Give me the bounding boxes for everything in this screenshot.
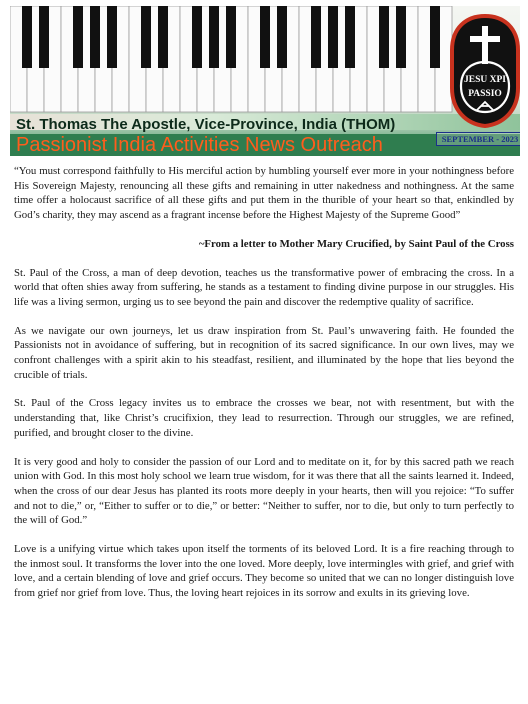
black-piano-key [311, 6, 321, 68]
black-piano-key [192, 6, 202, 68]
black-piano-key [430, 6, 440, 68]
quote-attribution: ~From a letter to Mother Mary Crucified, by Saint Paul of the Cross [198, 237, 514, 250]
newsletter-headline: Passionist India Activities News Outreach [16, 134, 383, 156]
issue-date: SEPTEMBER - 2023 [436, 132, 520, 146]
black-piano-key [328, 6, 338, 68]
black-piano-key [90, 6, 100, 68]
black-piano-key [107, 6, 117, 68]
vice-province-title: St. Thomas The Apostle, Vice-Province, India (THOM) [16, 116, 396, 133]
emblem-text-top: JESU XPI [464, 75, 506, 85]
black-piano-key [141, 6, 151, 68]
black-piano-key [73, 6, 83, 68]
opening-quote: “You must correspond faithfully to His merciful action by humbling yourself ever more in your nothingness before His Sovereign Majesty, renouncing all these gifts and remaining in utter nakedness and nothingness. At the same time offer a holocaust sacrifice of all these gifts and put them in the thurible of your heart so that, enkindled by God’s charity, they may ascend as a fragrant incense before the Highest Majesty of the Supreme Good” [14, 165, 514, 222]
black-piano-key [158, 6, 168, 68]
newsletter-banner [10, 6, 520, 156]
black-piano-key [22, 6, 32, 68]
black-piano-key [226, 6, 236, 68]
paragraph: Love is a unifying virtue which takes upon itself the torments of its beloved Lord. It is a fire reaching through to the inmost soul. It transforms the lover into the one loved. More deeply, love intermingles with grief, and grief with love, and a certain blending of love and grief occurs. They become so united that we can no longer distinguish love from grief nor grief from love. Thus, the loving heart rejoices in its sorrow and exults in its grieving love. [14, 543, 514, 600]
paragraph: St. Paul of the Cross, a man of deep devotion, teaches us the transformative power of embracing the cross. In a world that often shies away from suffering, he stands as a testament to finding divine purpose in our struggles. His life was a living sermon, urging us to see beyond the pain and discover the redemptive quality of sacrifice. [14, 266, 514, 308]
passionist-emblem-logo [444, 14, 520, 128]
black-piano-key [396, 6, 406, 68]
paragraph: As we navigate our own journeys, let us draw inspiration from St. Paul’s unwavering faith. He founded the Passionists not in avoidance of suffering, but in recognition of its sacred significance. In our own lives, may we confront challenges with a spirit akin to his steadfast, resilient, and illuminated by the hope that lies beyond the crucible of trials. [14, 324, 514, 381]
black-piano-key [260, 6, 270, 68]
paragraph: St. Paul of the Cross legacy invites us to embrace the crosses we bear, not with resentment, but with the understanding that, like Christ’s crucifixion, they lead to resurrection. Through our struggles, we are refined, purified, and brought closer to the divine. [14, 397, 514, 439]
article-body [14, 164, 514, 615]
black-piano-key [277, 6, 287, 68]
black-piano-key [39, 6, 49, 68]
black-piano-key [209, 6, 219, 68]
black-piano-key [345, 6, 355, 68]
black-piano-key [379, 6, 389, 68]
emblem-text-bottom: PASSIO [468, 89, 502, 99]
paragraph: It is very good and holy to consider the passion of our Lord and to meditate on it, for by this sacred path we reach union with God. In this most holy school we learn true wisdom, for it was there that all the saints learned it. Indeed, when the cross of our dear Jesus has planted its roots more deeply in your hearts, then will you rejoice: “To suffer and not to die,” or, “Either to suffer or to die,” or better: “Neither to suffer, nor to die, but only to turn perfectly to the will of God.” [14, 455, 514, 527]
